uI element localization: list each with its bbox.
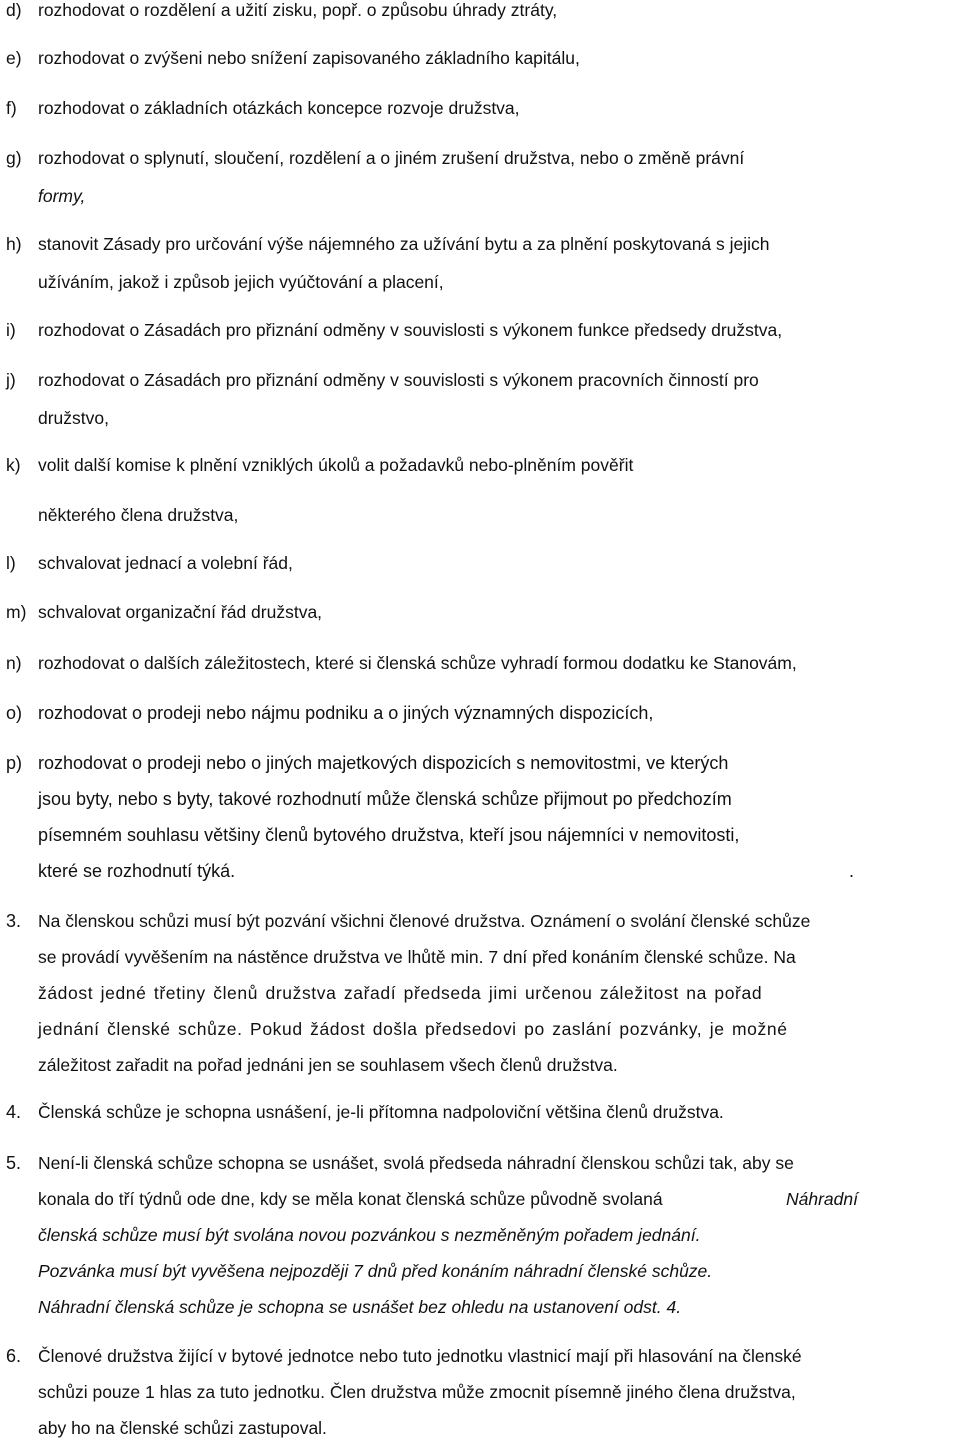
- item-marker-j: j): [6, 370, 16, 390]
- item-g-line-2: formy,: [38, 186, 86, 206]
- paragraph-3-line-4: jednání členské schůze. Pokud žádost došla předsedovi po zaslání pozvánky, je možné: [38, 1019, 788, 1039]
- paragraph-4-line-1: Členská schůze je schopna usnášení, je-li přítomna nadpoloviční většina členů družstva.: [38, 1102, 724, 1122]
- item-l-line-1: schvalovat jednací a volební řád,: [38, 553, 293, 573]
- item-p-trailing-dot: .: [849, 861, 855, 881]
- item-marker-m: m): [6, 602, 27, 622]
- paragraph-3-line-1: Na členskou schůzi musí být pozvání všichni členové družstva. Oznámení o svolání členské schůze: [38, 911, 811, 931]
- item-d-line-1: rozhodovat o rozdělení a užití zisku, popř. o způsobu úhrady ztráty,: [38, 0, 558, 20]
- item-g-line-1: rozhodovat o splynutí, sloučení, rozdělení a o jiném zrušení družstva, nebo o změně právní: [38, 148, 745, 168]
- item-m-line-1: schvalovat organizační řád družstva,: [38, 602, 323, 622]
- paragraph-5-line-3: členská schůze musí být svolána novou pozvánkou s nezměněným pořadem jednání.: [38, 1225, 701, 1245]
- paragraph-5-line-4: Pozvánka musí být vyvěšena nejpozději 7 dnů před konáním náhradní členské schůze.: [38, 1261, 713, 1281]
- item-marker-p: p): [6, 753, 23, 773]
- paragraph-3-line-3: žádost jedné třetiny členů družstva zařadí předseda jimi určenou záležitost na pořad: [38, 983, 763, 1003]
- item-marker-l: l): [6, 553, 16, 573]
- paragraph-5-line-5: Náhradní členská schůze je schopna se usnášet bez ohledu na ustanovení odst. 4.: [38, 1297, 682, 1317]
- item-j-line-2: družstvo,: [38, 408, 109, 428]
- item-p-line-1: rozhodovat o prodeji nebo o jiných majetkových dispozicích s nemovitostmi, ve kterých: [38, 753, 729, 773]
- item-i-line-1: rozhodovat o Zásadách pro přiznání odměny v souvislosti s výkonem funkce předsedy družstva,: [38, 320, 783, 340]
- item-marker-f: f): [6, 98, 17, 118]
- item-marker-h: h): [6, 234, 22, 254]
- paragraph-3-line-5: záležitost zařadit na pořad jednáni jen se souhlasem všech členů družstva.: [38, 1055, 618, 1075]
- paragraph-marker-6: 6.: [6, 1346, 22, 1366]
- item-k-line-1: volit další komise k plnění vzniklých úkolů a požadavků nebo-plněním pověřit: [38, 455, 634, 475]
- item-p-line-2: jsou byty, nebo s byty, takové rozhodnutí může členská schůze přijmout po předchozím: [38, 789, 732, 809]
- item-marker-k: k): [6, 455, 21, 475]
- paragraph-5-line-2-italic: Náhradní: [786, 1189, 858, 1209]
- item-j-line-1: rozhodovat o Zásadách pro přiznání odměny v souvislosti s výkonem pracovních činností pro: [38, 370, 759, 390]
- item-e-line-1: rozhodovat o zvýšeni nebo snížení zapisovaného základního kapitálu,: [38, 48, 580, 68]
- paragraph-6-line-2: schůzi pouze 1 hlas za tuto jednotku. Člen družstva může zmocnit písemně jiného člena družstva,: [38, 1382, 796, 1402]
- paragraph-3-line-2: se provádí vyvěšením na nástěnce družstva ve lhůtě min. 7 dní před konáním členské schůze. Na: [38, 947, 796, 967]
- item-o-line-1: rozhodovat o prodeji nebo nájmu podniku a o jiných významných dispozicích,: [38, 703, 654, 723]
- paragraph-marker-4: 4.: [6, 1102, 22, 1122]
- item-p-line-3: písemném souhlasu většiny členů bytového družstva, kteří jsou nájemníci v nemovitosti,: [38, 825, 740, 845]
- item-f-line-1: rozhodovat o základních otázkách koncepce rozvoje družstva,: [38, 98, 520, 118]
- item-marker-e: e): [6, 48, 22, 68]
- item-h-line-1: stanovit Zásady pro určování výše nájemného za užívání bytu a za plnění poskytovaná s jejich: [38, 234, 770, 254]
- item-h-line-2: užíváním, jakož i způsob jejich vyúčtování a placení,: [38, 272, 444, 292]
- paragraph-marker-5: 5.: [6, 1153, 22, 1173]
- paragraph-5-line-1: Není-li členská schůze schopna se usnášet, svolá předseda náhradní členskou schůzi tak, aby se: [38, 1153, 794, 1173]
- item-marker-d: d): [6, 0, 22, 20]
- item-marker-g: g): [6, 148, 22, 168]
- paragraph-6-line-1: Členové družstva žijící v bytové jednotce nebo tuto jednotku vlastnicí mají při hlasování na členské: [38, 1346, 802, 1366]
- item-marker-n: n): [6, 653, 22, 673]
- item-n-line-1: rozhodovat o dalších záležitostech, které si členská schůze vyhradí formou dodatku ke Stanovám,: [38, 653, 797, 673]
- item-k-line-2: některého člena družstva,: [38, 505, 239, 525]
- item-marker-o: o): [6, 703, 23, 723]
- item-marker-i: i): [6, 320, 16, 340]
- paragraph-marker-3: 3.: [6, 911, 22, 931]
- item-p-line-4: které se rozhodnutí týká.: [38, 861, 236, 881]
- paragraph-6-line-3: aby ho na členské schůzi zastupoval.: [38, 1418, 327, 1438]
- paragraph-5-line-2: konala do tří týdnů ode dne, kdy se měla konat členská schůze původně svolaná: [38, 1189, 663, 1209]
